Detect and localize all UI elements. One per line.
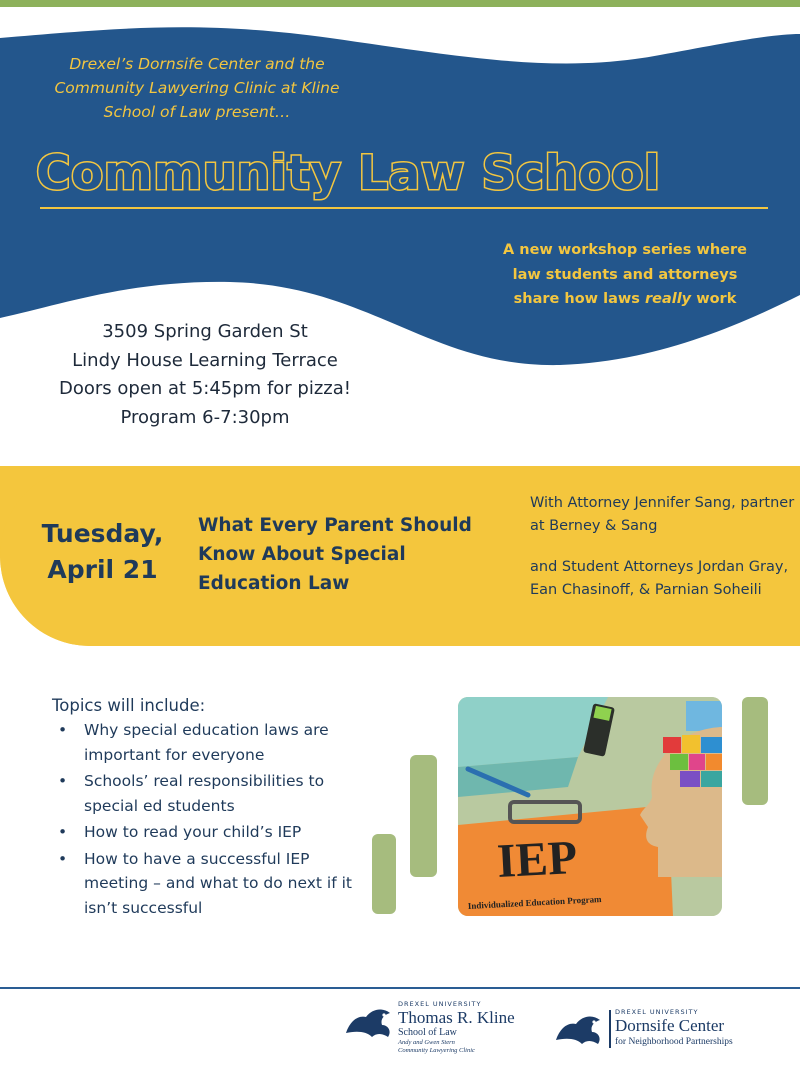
doors-time: Doors open at 5:45pm for pizza! bbox=[59, 378, 351, 399]
decor-bar bbox=[742, 697, 768, 805]
page-title: Community Law School bbox=[36, 146, 661, 201]
event-date bbox=[30, 516, 175, 588]
student-attorneys: and Student Attorneys Jordan Gray, Ean Chasinoff, & Parnian Soheili bbox=[530, 559, 789, 598]
address: 3509 Spring Garden St bbox=[102, 321, 308, 342]
dornsife-university: DREXEL UNIVERSITY bbox=[615, 1008, 699, 1016]
kline-university: DREXEL UNIVERSITY bbox=[398, 1000, 482, 1008]
location-block bbox=[40, 318, 370, 432]
topics-heading: Topics will include: bbox=[52, 696, 206, 715]
event-date-value: April 21 bbox=[47, 555, 158, 584]
topic-item: • Schools’ real responsibilities to special ed students bbox=[50, 769, 370, 818]
venue: Lindy House Learning Terrace bbox=[72, 349, 338, 371]
speaker-info: With Attorney Jennifer Sang, partner at Berney & Sang bbox=[530, 495, 795, 534]
session-title: What Every Parent Should Know About Special Education Law bbox=[198, 515, 472, 594]
topics-list bbox=[50, 718, 370, 922]
title-underline bbox=[40, 207, 768, 209]
topic-item: • Why special education laws are important for everyone bbox=[50, 718, 370, 767]
dornsife-logo bbox=[615, 1008, 795, 1048]
iep-text: IEP bbox=[495, 830, 579, 888]
iep-illustration bbox=[458, 697, 722, 916]
dragon-logo-icon bbox=[342, 1003, 396, 1043]
kline-name: Thomas R. Kline bbox=[398, 1008, 515, 1027]
dornsife-name: Dornsife Center bbox=[615, 1016, 725, 1035]
dornsife-divider bbox=[609, 1010, 611, 1048]
kline-school: School of Law bbox=[398, 1027, 457, 1038]
kline-clinic-line2: Community Lawyering Clinic bbox=[398, 1047, 475, 1054]
decor-bar bbox=[410, 755, 437, 877]
kline-logo bbox=[398, 1000, 538, 1055]
program-time: Program 6-7:30pm bbox=[120, 406, 290, 428]
tagline bbox=[490, 238, 760, 312]
iep-caption: Individualized Education Program bbox=[467, 894, 602, 911]
event-day: Tuesday, bbox=[41, 519, 164, 548]
tagline-end: work bbox=[696, 291, 737, 307]
tagline-emphasis: really bbox=[644, 291, 692, 307]
tagline-main: A new workshop series where law students and attorneys share how laws bbox=[502, 242, 747, 307]
presenter-text: Drexel’s Dornsife Center and the Community Lawyering Clinic at Kline School of Law present… bbox=[54, 55, 340, 121]
topic-item: • How to read your child’s IEP bbox=[50, 820, 370, 845]
footer-divider bbox=[0, 987, 800, 989]
dornsife-sub: for Neighborhood Partnerships bbox=[615, 1037, 733, 1047]
topic-item: • How to have a successful IEP meeting – and what to do next if it isn’t successful bbox=[50, 847, 370, 921]
decor-bar bbox=[372, 834, 396, 914]
kline-clinic-line1: Andy and Gwen Stern bbox=[398, 1039, 455, 1046]
dragon-logo-icon bbox=[552, 1010, 606, 1050]
iep-photo bbox=[458, 697, 722, 916]
